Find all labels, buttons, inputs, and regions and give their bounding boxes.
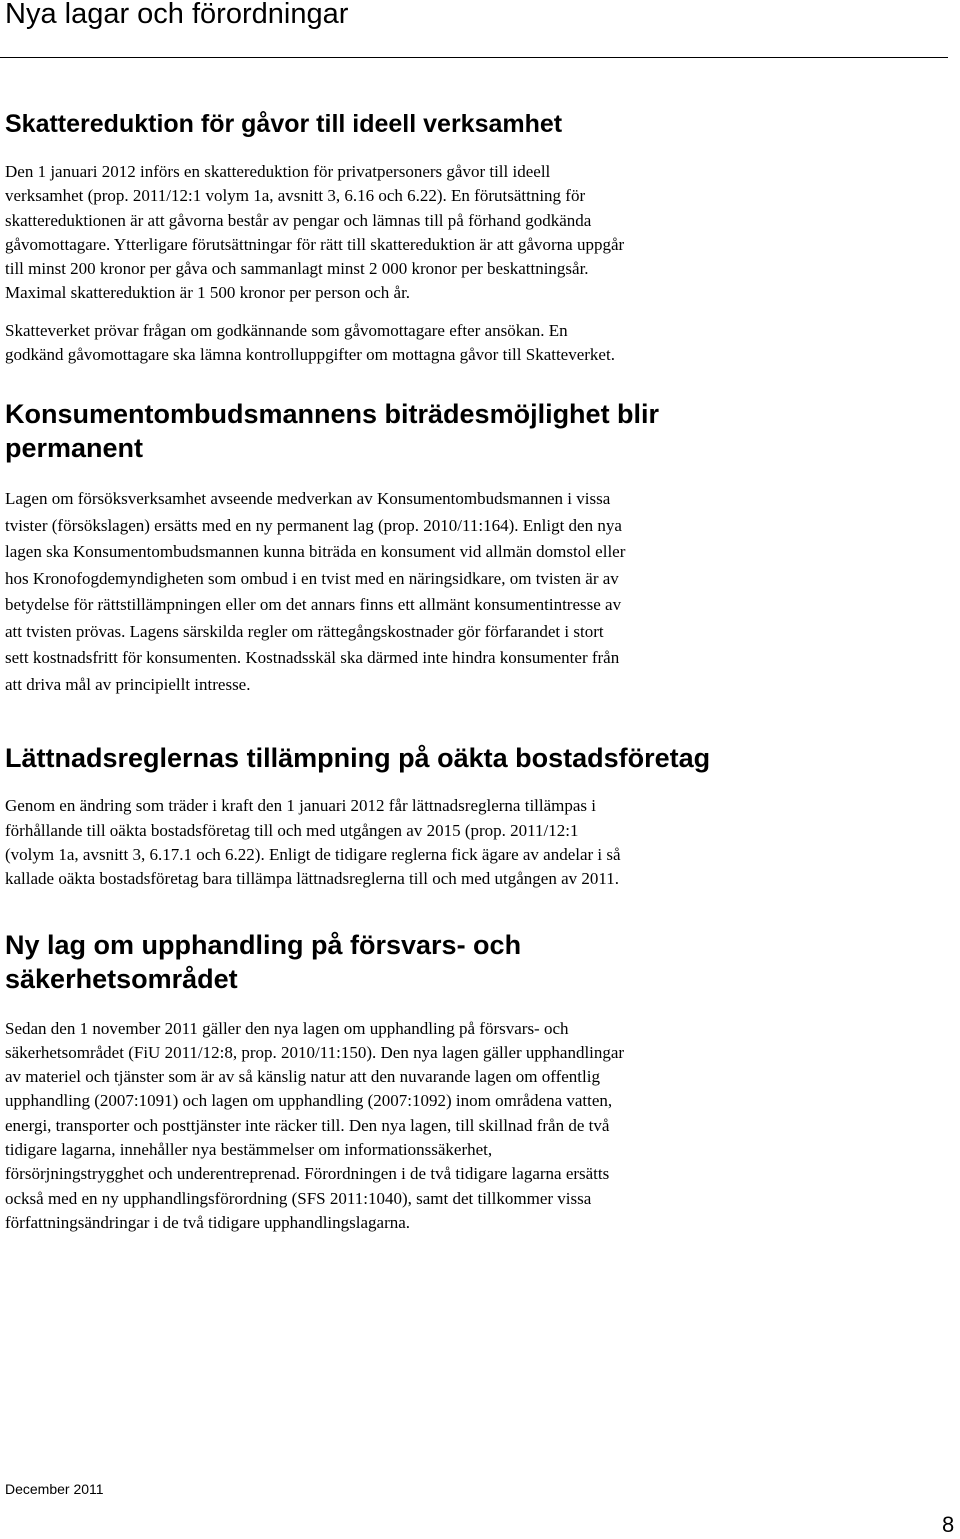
footer-date: December 2011	[5, 1481, 104, 1497]
section-paragraph: Den 1 januari 2012 införs en skattereduktion för privatpersoners gåvor till ideell verksamhet (prop. 2011/12:1 volym 1a, avsnitt 3, 6.16 och 6.22). En förutsättning för skattereduktionen är att gåvorna består av pengar och lämnas till på förhand godkända gåvomottagare. Ytterligare förutsättningar för rätt till skattereduktion är att gåvorna uppgår till minst 200 kronor per gåva och sammanlagt minst 2 000 kronor per beskattningsår. Maximal skattereduktion är 1 500 kronor per person och år.	[5, 162, 625, 303]
section-heading: Konsumentombudsmannens biträdesmöjlighet blir permanent	[5, 399, 660, 464]
section-relief-rules	[5, 741, 950, 891]
section-paragraph: Sedan den 1 november 2011 gäller den nya lagen om upphandling på försvars- och säkerhetsområdet (FiU 2011/12:8, prop. 2010/11:150). Den nya lagen gäller upphandlingar av materiel och tjänster som är av så känslig natur att den nuvarande lagen om offentlig upphandling (2007:1091) och lagen om upphandling (2007:1092) inom områdena vatten, energi, transporter och posttjänster inte räcker till. Den nya lagen, till skillnad från de två tidigare lagarna, innehåller nya bestämmelser om informationssäkerhet, försörjningstrygghet och underentreprenad. Förordningen i de två tidigare lagarna ersätts också med en ny upphandlingsförordning (SFS 2011:1040), samt det tillkommer vissa författningsändringar i de två tidigare upphandlingslagarna.	[5, 1018, 625, 1232]
document-body	[5, 108, 950, 1235]
section-paragraph: Genom en ändring som träder i kraft den 1 januari 2012 får lättnadsreglerna tillämpas i förhållande till oäkta bostadsföretag till och med utgången av 2015 (prop. 2011/12:1 (volym 1a, avsnitt 3, 6.17.1 och 6.22). Enligt de tidigare reglerna fick ägare av andelar i så kallade oäkta bostadsföretag bara tillämpa lättnadsreglerna till och med utgången av 2011.	[5, 796, 621, 889]
section-heading: Ny lag om upphandling på försvars- och säkerhetsområdet	[5, 929, 522, 994]
section-paragraph: Lagen om försöksverksamhet avseende medverkan av Konsumentombudsmannen i vissa tvister (försökslagen) ersätts med en ny permanent lag (prop. 2010/11:164). Enligt den nya lagen ska Konsumentombudsmannen kunna biträda en konsument vid allmän domstol eller hos Kronofogdemyndigheten som ombud i en tvist med en näringsidkare, om tvisten är av betydelse för rättstillämpningen eller om det annars finns ett allmänt konsumentintresse av att tvisten prövas. Lagens särskilda regler om rättegångskostnader gör förfarandet i stort sett kostnadsfritt för konsumenten. Kostnadsskäl ska därmed inte hindra konsumenter från att driva mål av principiellt intresse.	[5, 489, 626, 694]
section-heading: Lättnadsreglernas tillämpning på oäkta bostadsföretag	[5, 743, 711, 774]
header-divider	[0, 57, 948, 58]
section-consumer-ombudsman	[5, 397, 950, 698]
section-gift-tax-reduction	[5, 108, 950, 367]
section-heading: Skattereduktion för gåvor till ideell verksamhet	[5, 110, 563, 138]
section-paragraph: Skatteverket prövar frågan om godkännande som gåvomottagare efter ansökan. En godkänd gåvomottagare ska lämna kontrolluppgifter om mottagna gåvor till Skatteverket.	[5, 320, 615, 365]
page-number: 8	[942, 1512, 955, 1537]
page-title: Nya lagar och förordningar	[5, 0, 349, 30]
section-defence-procurement	[5, 928, 950, 1236]
